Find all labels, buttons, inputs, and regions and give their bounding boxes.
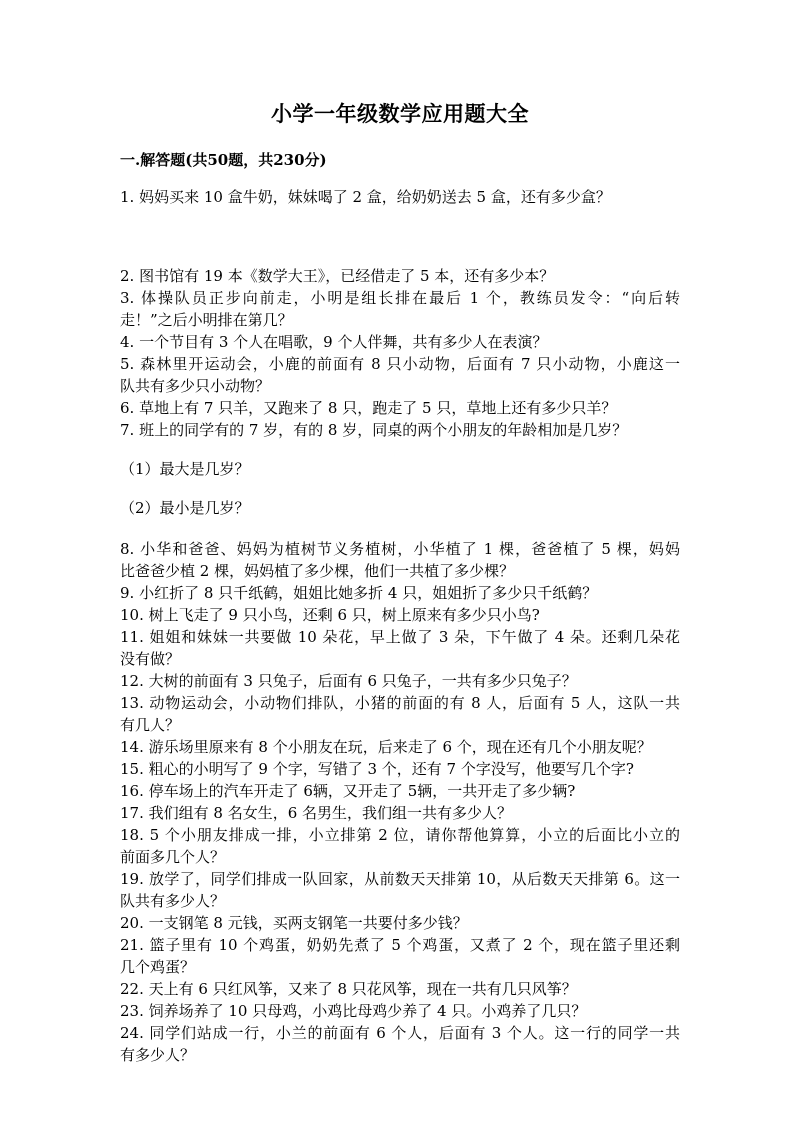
- question-14-line: 14. 游乐场里原来有 8 个小朋友在玩，后来走了 6 个，现在还有几个小朋友呢？: [120, 738, 652, 756]
- question-13-line-1: 13. 动物运动会，小动物们排队，小猪的前面的有 8 人，后面有 5 人，这队一共: [120, 694, 680, 712]
- question-18-line-1: 18. 5 个小朋友排成一排，小立排第 2 位，请你帮他算算，小立的后面比小立的: [120, 826, 680, 844]
- question-3-line-2: 走！”之后小明排在第几？: [120, 311, 293, 329]
- question-20-line: 20. 一支钢笔 8 元钱，买两支钢笔一共要付多少钱？: [120, 914, 468, 932]
- question-13-line-2: 有几人？: [120, 716, 181, 734]
- question-7-line: 7. 班上的同学有的 7 岁，有的 8 岁，同桌的两个小朋友的年龄相加是几岁？: [120, 421, 628, 439]
- question-4-line: 4. 一个节目有 3 个人在唱歌，9 个人伴舞，共有多少人在表演？: [120, 333, 548, 351]
- question-19-line-1: 19. 放学了，同学们排成一队回家，从前数天天排第 10，从后数天天排第 6。这一: [120, 870, 680, 888]
- question-16-line: 16. 停车场上的汽车开走了 6辆，又开走了 5辆，一共开走了多少辆?: [120, 782, 576, 800]
- question-22-line: 22. 天上有 6 只红风筝，又来了 8 只花风筝，现在一共有几只风筝？: [120, 980, 577, 998]
- question-11-line-1: 11. 姐姐和妹妹一共要做 10 朵花，早上做了 3 朵，下午做了 4 朵。还剩几朵花: [120, 628, 680, 646]
- question-24-line-1: 24. 同学们站成一行，小兰的前面有 6 个人，后面有 3 个人。这一行的同学一共: [120, 1024, 680, 1042]
- question-8-line-2: 比爸爸少植 2 棵，妈妈植了多少棵，他们一共植了多少棵？: [120, 562, 515, 580]
- question-5-line-1: 5. 森林里开运动会，小鹿的前面有 8 只小动物，后面有 7 只小动物，小鹿这一: [120, 355, 680, 373]
- question-21-line-2: 几个鸡蛋？: [120, 958, 196, 976]
- question-10-line: 10. 树上飞走了 9 只小鸟，还剩 6 只，树上原来有多少只小鸟?: [120, 606, 540, 624]
- question-9-line: 9. 小红折了 8 只千纸鹤，姐姐比她多折 4 只，姐姐折了多少只千纸鹤？: [120, 584, 598, 602]
- question-5-line-2: 队共有多少只小动物？: [120, 377, 271, 395]
- question-8-line-1: 8. 小华和爸爸、妈妈为植树节义务植树，小华植了 1 棵，爸爸植了 5 棵，妈妈: [120, 540, 680, 558]
- question-1-line: 1. 妈妈买来 10 盒牛奶，妹妹喝了 2 盒，给奶奶送去 5 盒，还有多少盒？: [120, 188, 611, 206]
- question-24-line-2: 有多少人？: [120, 1046, 196, 1064]
- question-19-line-2: 队共有多少人？: [120, 892, 226, 910]
- question-21-line-1: 21. 篮子里有 10 个鸡蛋，奶奶先煮了 5 个鸡蛋，又煮了 2 个，现在篮子里还剩: [120, 936, 680, 954]
- question-2-line: 2. 图书馆有 19 本《数学大王》，已经借走了 5 本，还有多少本？: [120, 267, 555, 285]
- page-title: 小学一年级数学应用题大全: [271, 101, 529, 126]
- question-17-line: 17. 我们组有 8 名女生，6 名男生，我们组一共有多少人？: [120, 804, 513, 822]
- question-12-line: 12. 大树的前面有 3 只兔子，后面有 6 只兔子，一共有多少只兔子？: [120, 672, 577, 690]
- question-15-line: 15. 粗心的小明写了 9 个字，写错了 3 个，还有 7 个字没写，他要写几个字?: [120, 760, 634, 778]
- question-18-line-2: 前面多几个人？: [120, 848, 226, 866]
- question-7-subquestion-1: （1）最大是几岁？: [120, 460, 250, 478]
- question-6-line: 6. 草地上有 7 只羊，又跑来了 8 只，跑走了 5 只，草地上还有多少只羊？: [120, 399, 617, 417]
- question-7-subquestion-2: （2）最小是几岁？: [120, 499, 250, 517]
- question-23-line: 23. 饲养场养了 10 只母鸡，小鸡比母鸡少养了 4 只。小鸡养了几只？: [120, 1002, 587, 1020]
- question-11-line-2: 没有做？: [120, 650, 181, 668]
- question-3-line-1: 3. 体操队员正步向前走，小明是组长排在最后 1 个，教练员发令：“向后转: [120, 289, 680, 307]
- section-heading: 一.解答题(共50题，共230分): [120, 151, 327, 169]
